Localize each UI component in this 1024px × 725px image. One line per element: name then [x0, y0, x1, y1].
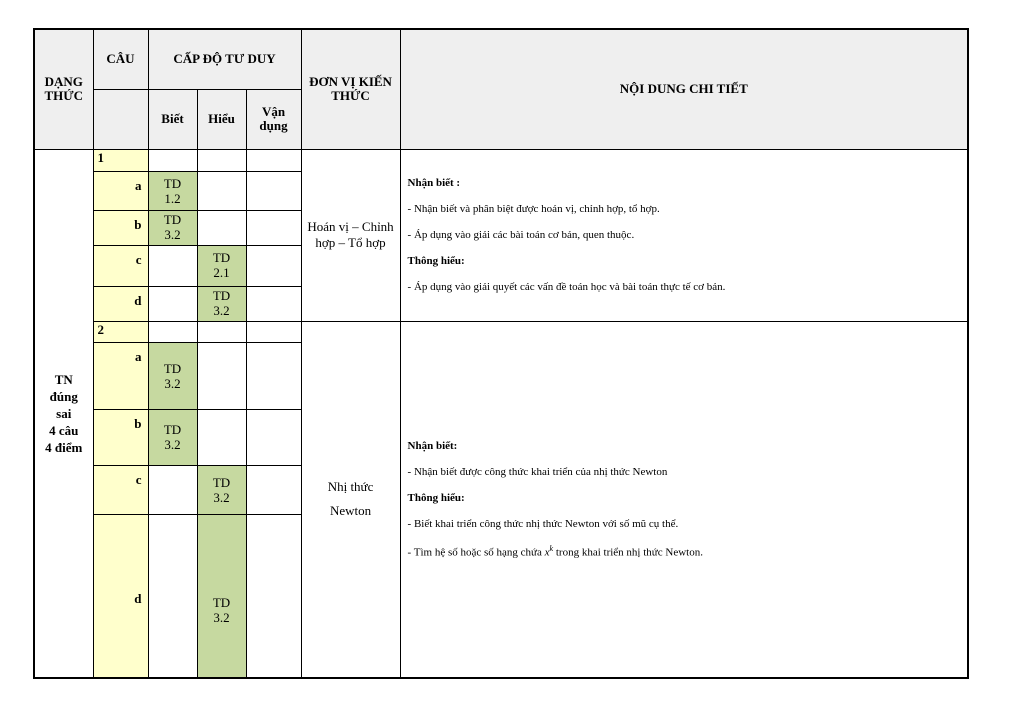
header-noi-dung: NỘI DUNG CHI TIẾT: [400, 29, 968, 149]
empty-cell: [197, 210, 246, 245]
empty-cell: [246, 465, 301, 514]
sub-label: a: [93, 171, 148, 210]
sub-label: c: [93, 465, 148, 514]
level-text: TD 2.1: [212, 249, 231, 280]
sub-label: d: [93, 514, 148, 678]
sub-label: c: [93, 245, 148, 286]
empty-cell: [246, 321, 301, 342]
header-cau: CÂU: [93, 29, 148, 89]
content-q1: [400, 149, 968, 321]
empty-cell: [246, 409, 301, 465]
dang-line-1: TN: [54, 371, 73, 387]
dang-line-2: đúng: [49, 388, 78, 404]
header-don-vi: ĐƠN VỊ KIẾN THỨC: [301, 29, 400, 149]
empty-cell: [246, 342, 301, 409]
empty-cell: [197, 149, 246, 171]
header-hieu: Hiểu: [197, 89, 246, 149]
content-item: - Áp dụng vào giải các bài toán cơ bản, quen thuộc.: [407, 229, 635, 241]
empty-cell: [148, 514, 197, 678]
level-text: TD 3.2: [212, 594, 231, 625]
content-q2: [400, 321, 968, 678]
empty-cell: [148, 286, 197, 321]
unit-nhi-thuc: [301, 321, 400, 678]
header-van-dung: Vận dụng: [246, 89, 301, 149]
dang-thuc-cell: [34, 149, 93, 678]
empty-cell: [197, 171, 246, 210]
level-text: TD 3.2: [163, 360, 182, 391]
level-code: [148, 342, 197, 409]
formula-exp: k: [549, 543, 554, 553]
content-label: Nhận biết :: [407, 177, 461, 189]
level-code: [148, 409, 197, 465]
empty-cell: [197, 321, 246, 342]
question-number: 1: [93, 149, 148, 171]
content-item: - Áp dụng vào giải quyết các vấn đề toán học và bài toán thực tế cơ bản.: [407, 281, 726, 293]
level-code: [197, 465, 246, 514]
question-number: 2: [93, 321, 148, 342]
sub-label: b: [93, 210, 148, 245]
level-code: [197, 245, 246, 286]
dang-line-5: 4 điểm: [45, 439, 83, 455]
level-text: TD 3.2: [163, 211, 182, 242]
level-code: [148, 171, 197, 210]
empty-cell: [246, 149, 301, 171]
content-item: - Biết khai triển công thức nhị thức Newton với số mũ cụ thể.: [407, 517, 679, 530]
empty-cell: [246, 245, 301, 286]
specification-table: [33, 28, 969, 679]
empty-cell: [197, 342, 246, 409]
empty-cell: [148, 149, 197, 171]
level-code: [197, 286, 246, 321]
empty-cell: [148, 321, 197, 342]
content-item-formula: [408, 544, 967, 559]
empty-cell: [246, 514, 301, 678]
content-item: - Nhận biết được công thức khai triển của nhị thức Newton: [407, 465, 668, 478]
empty-cell: [148, 465, 197, 514]
formula-var: x: [544, 546, 550, 559]
unit-hoan-vi: Hoán vị – Chỉnh hợp – Tổ hợp: [301, 149, 400, 321]
empty-cell: [246, 210, 301, 245]
content-label: Nhận biết:: [407, 439, 458, 452]
level-code: [148, 210, 197, 245]
dang-line-3: sai: [56, 405, 72, 421]
content-label: Thông hiểu:: [407, 491, 465, 504]
header-biet: Biết: [148, 89, 197, 149]
level-text: TD 3.2: [163, 422, 182, 452]
empty-cell: [197, 409, 246, 465]
sub-label: d: [93, 286, 148, 321]
unit-line-1: Nhị thức: [327, 479, 374, 495]
formula-post: trong khai triển nhị thức Newton.: [553, 546, 703, 559]
dang-line-4: 4 câu: [49, 422, 79, 438]
content-label: Thông hiểu:: [407, 255, 465, 267]
header-cap-do: CẤP ĐỘ TƯ DUY: [148, 29, 301, 89]
unit-line-2: Newton: [329, 503, 372, 519]
sub-label: a: [93, 342, 148, 409]
formula-pre: - Tìm hệ số hoặc số hạng chứa: [407, 546, 545, 559]
level-text: TD 1.2: [163, 175, 182, 206]
level-code: [197, 514, 246, 678]
empty-cell: [246, 171, 301, 210]
level-text: TD 3.2: [212, 287, 231, 318]
empty-cell: [148, 245, 197, 286]
sub-label: b: [93, 409, 148, 465]
empty-cell: [246, 286, 301, 321]
header-dang-thuc: DẠNG THỨC: [34, 29, 93, 149]
header-cau-blank: [93, 89, 148, 149]
level-text: TD 3.2: [212, 474, 231, 505]
content-item: - Nhận biết và phân biệt được hoán vị, chỉnh hợp, tổ hợp.: [407, 203, 660, 215]
